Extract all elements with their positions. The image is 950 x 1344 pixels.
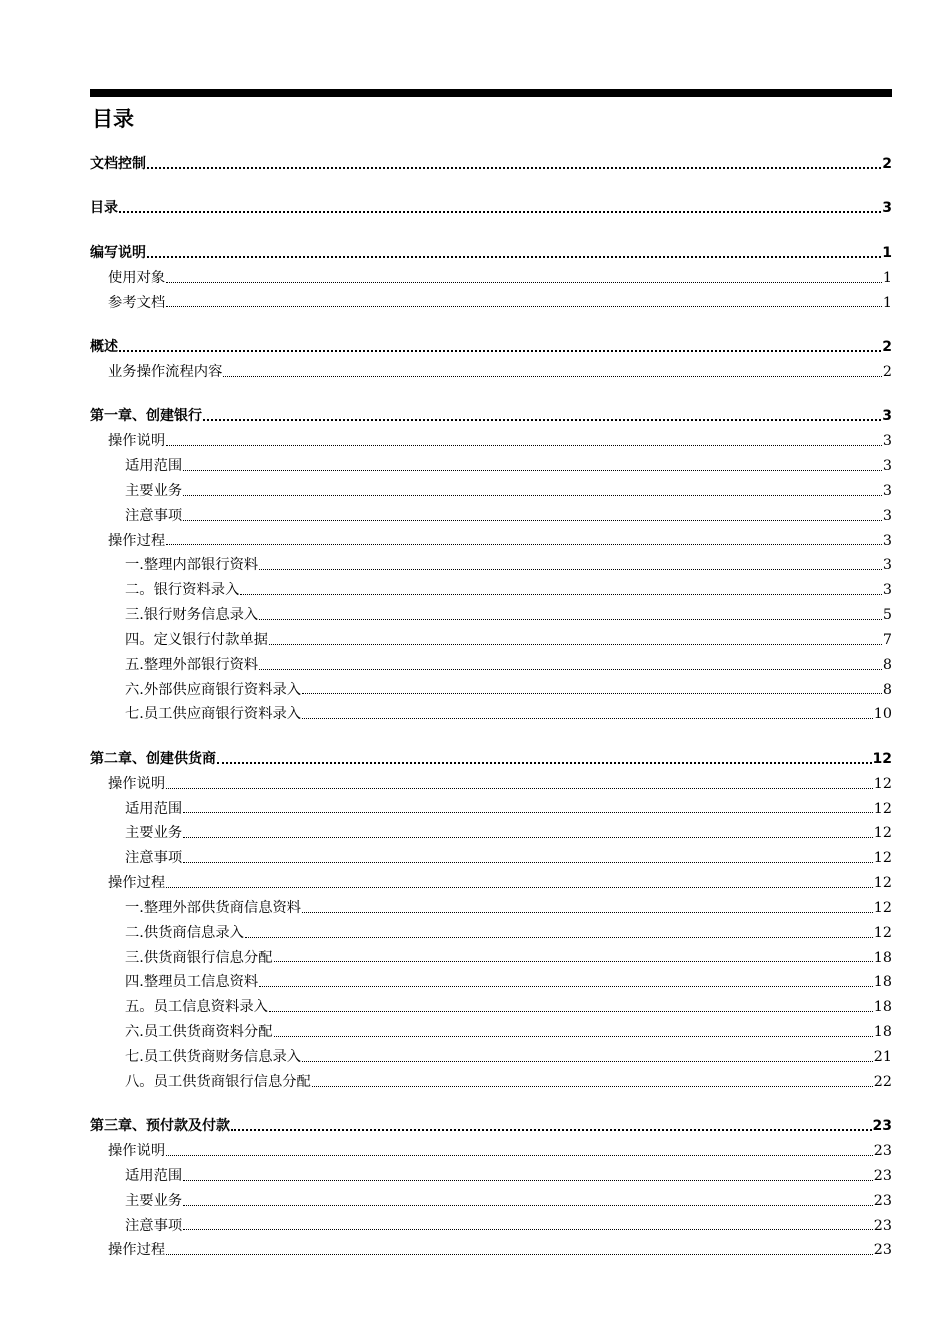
toc-leader-dots (166, 886, 873, 888)
section-spacer (90, 221, 892, 241)
toc-entry-title: 文档控制 (90, 156, 146, 172)
toc-entry-page: 12 (873, 899, 892, 916)
toc-entry-page: 18 (873, 999, 892, 1016)
toc-entry-page: 21 (873, 1048, 892, 1065)
toc-entry[interactable] (90, 1139, 892, 1164)
toc-entry-page: 2 (882, 339, 892, 355)
toc-entry-page: 23 (872, 1118, 892, 1135)
toc-entry-page: 18 (873, 949, 892, 966)
toc-entry[interactable] (90, 821, 892, 846)
section-spacer (90, 315, 892, 335)
toc-entry-page: 12 (873, 850, 892, 867)
toc-entry[interactable] (90, 196, 892, 221)
toc-entry-page: 12 (873, 825, 892, 842)
toc-entry[interactable] (90, 553, 892, 578)
toc-leader-dots (166, 1154, 873, 1156)
toc-leader-dots (312, 1085, 873, 1087)
toc-leader-dots (302, 692, 882, 694)
toc-entry-title: 四.整理员工信息资料 (125, 974, 259, 991)
toc-entry-page: 3 (882, 433, 892, 450)
toc-entry[interactable] (90, 1164, 892, 1189)
toc-entry[interactable] (90, 1189, 892, 1214)
toc-entry-page: 3 (882, 408, 892, 425)
section-spacer (90, 177, 892, 197)
toc-leader-dots (147, 166, 881, 169)
toc-entry-title: 主要业务 (125, 1192, 183, 1209)
toc-leader-dots (183, 469, 882, 471)
toc-entry-page: 18 (873, 974, 892, 991)
toc-entry-title: 主要业务 (125, 482, 183, 499)
toc-entry[interactable] (90, 291, 892, 316)
toc-entry-title: 适用范围 (125, 1167, 183, 1184)
toc-entry-page: 22 (873, 1073, 892, 1090)
toc-entry-page: 10 (873, 706, 892, 723)
toc-entry-page: 1 (882, 269, 892, 286)
toc-entry[interactable] (90, 404, 892, 429)
toc-entry[interactable] (90, 578, 892, 603)
toc-leader-dots (166, 787, 873, 789)
toc-entry[interactable] (90, 995, 892, 1020)
header-rule (90, 89, 892, 97)
toc-leader-dots (274, 960, 873, 962)
toc-entry[interactable] (90, 896, 892, 921)
toc-leader-dots (183, 811, 873, 813)
toc-entry[interactable] (90, 479, 892, 504)
toc-leader-dots (119, 210, 881, 213)
toc-entry[interactable] (90, 1045, 892, 1070)
toc-entry-title: 注意事项 (125, 850, 183, 867)
toc-entry[interactable] (90, 1070, 892, 1095)
toc-leader-dots (183, 1228, 873, 1230)
toc-entry-page: 3 (882, 200, 892, 217)
toc-entry-title: 六.员工供货商资料分配 (125, 1024, 273, 1041)
toc-entry[interactable] (90, 921, 892, 946)
toc-leader-dots (183, 519, 882, 521)
toc-leader-dots (203, 418, 881, 421)
toc-entry-title: 第一章、创建银行 (90, 408, 202, 425)
toc-entry-page: 3 (882, 507, 892, 524)
toc-entry[interactable] (90, 797, 892, 822)
toc-leader-dots (302, 1060, 873, 1062)
toc-entry[interactable] (90, 152, 892, 177)
toc-entry[interactable] (90, 360, 892, 385)
toc-entry-title: 八。员工供货商银行信息分配 (125, 1073, 311, 1090)
toc-entry[interactable] (90, 772, 892, 797)
toc-entry-page: 2 (882, 156, 892, 172)
toc-entry-page: 3 (882, 557, 892, 574)
toc-entry-title: 主要业务 (125, 825, 183, 842)
toc-leader-dots (245, 936, 873, 938)
toc-entry-page: 3 (882, 457, 892, 474)
toc-leader-dots (302, 911, 873, 913)
toc-entry-page: 3 (882, 482, 892, 499)
toc-entry-title: 使用对象 (108, 269, 166, 286)
section-spacer (90, 727, 892, 747)
toc-entry-title: 一.整理外部供货商信息资料 (125, 899, 302, 916)
toc-leader-dots (166, 281, 882, 283)
toc-entry[interactable] (90, 653, 892, 678)
section-spacer (90, 1095, 892, 1115)
toc-entry-page: 1 (882, 294, 892, 311)
toc-entry-title: 六.外部供应商银行资料录入 (125, 681, 302, 698)
page-title: 目录 (92, 107, 134, 131)
toc-entry-page: 5 (882, 607, 892, 624)
toc-leader-dots (269, 643, 882, 645)
toc-leader-dots (302, 717, 873, 719)
toc-entry-title: 操作说明 (108, 1143, 166, 1160)
toc-entry-title: 业务操作流程内容 (108, 363, 223, 380)
toc-leader-dots (259, 668, 882, 670)
toc-entry-title: 第二章、创建供货商 (90, 750, 216, 767)
toc-entry-page: 23 (873, 1192, 892, 1209)
toc-leader-dots (223, 375, 882, 377)
toc-entry-page: 23 (873, 1167, 892, 1184)
toc-entry-title: 注意事项 (125, 1217, 183, 1234)
toc-leader-dots (166, 543, 882, 545)
toc-entry-title: 概述 (90, 339, 118, 355)
toc-entry[interactable] (90, 1020, 892, 1045)
toc-entry-page: 7 (882, 631, 892, 648)
toc-leader-dots (259, 985, 873, 987)
toc-leader-dots (183, 1204, 873, 1206)
toc-entry-page: 1 (882, 244, 892, 261)
toc-entry-page: 23 (873, 1143, 892, 1160)
toc-entry-title: 二。银行资料录入 (125, 582, 240, 599)
toc-entry[interactable] (90, 1214, 892, 1239)
toc-leader-dots (217, 761, 872, 764)
toc-entry-page: 2 (882, 363, 892, 380)
toc-entry-title: 操作过程 (108, 875, 166, 892)
toc-entry-title: 操作说明 (108, 775, 166, 792)
toc-entry-page: 8 (882, 656, 892, 673)
toc-leader-dots (147, 255, 881, 258)
toc-leader-dots (183, 861, 873, 863)
toc-entry-page: 12 (873, 875, 892, 892)
toc-leader-dots (259, 568, 882, 570)
toc-entry[interactable] (90, 529, 892, 554)
toc-entry-page: 18 (873, 1024, 892, 1041)
toc-entry-title: 一.整理内部银行资料 (125, 557, 259, 574)
toc-leader-dots (259, 618, 882, 620)
toc-entry-page: 12 (873, 800, 892, 817)
toc-entry-page: 23 (873, 1217, 892, 1234)
toc-entry[interactable] (90, 504, 892, 529)
toc-entry[interactable] (90, 846, 892, 871)
table-of-contents (90, 152, 892, 1263)
toc-leader-dots (183, 836, 873, 838)
toc-entry-page: 23 (873, 1242, 892, 1259)
toc-entry[interactable] (90, 946, 892, 971)
toc-entry[interactable] (90, 628, 892, 653)
toc-entry-title: 编写说明 (90, 244, 146, 261)
toc-entry-title: 适用范围 (125, 457, 183, 474)
toc-entry-title: 七.员工供货商财务信息录入 (125, 1048, 302, 1065)
toc-entry-page: 8 (882, 681, 892, 698)
toc-entry-title: 五。员工信息资料录入 (125, 999, 268, 1016)
toc-entry-title: 参考文档 (108, 294, 166, 311)
toc-entry-title: 目录 (90, 200, 118, 217)
toc-entry[interactable] (90, 603, 892, 628)
toc-entry-title: 第三章、预付款及付款 (90, 1118, 230, 1135)
toc-entry-title: 三.供货商银行信息分配 (125, 949, 273, 966)
toc-entry-title: 三.银行财务信息录入 (125, 607, 259, 624)
toc-entry-page: 12 (873, 924, 892, 941)
section-spacer (90, 385, 892, 405)
toc-entry-title: 四。定义银行付款单据 (125, 631, 268, 648)
toc-entry[interactable] (90, 871, 892, 896)
toc-entry-title: 五.整理外部银行资料 (125, 656, 259, 673)
toc-entry-title: 操作过程 (108, 532, 166, 549)
toc-entry[interactable] (90, 1114, 892, 1139)
toc-leader-dots (166, 1253, 873, 1255)
toc-entry[interactable] (90, 454, 892, 479)
toc-leader-dots (183, 1179, 873, 1181)
toc-entry-title: 二.供货商信息录入 (125, 924, 244, 941)
toc-leader-dots (274, 1035, 873, 1037)
toc-leader-dots (166, 444, 882, 446)
toc-entry[interactable] (90, 429, 892, 454)
toc-entry-page: 12 (873, 775, 892, 792)
toc-entry-title: 七.员工供应商银行资料录入 (125, 706, 302, 723)
toc-leader-dots (269, 1010, 873, 1012)
toc-entry[interactable] (90, 747, 892, 772)
toc-entry-title: 操作过程 (108, 1242, 166, 1259)
toc-entry[interactable] (90, 266, 892, 291)
toc-entry[interactable] (90, 241, 892, 266)
toc-leader-dots (166, 305, 882, 307)
toc-leader-dots (240, 593, 882, 595)
toc-entry-title: 操作说明 (108, 433, 166, 450)
toc-entry[interactable] (90, 335, 892, 360)
toc-entry[interactable] (90, 970, 892, 995)
toc-entry-page: 3 (882, 532, 892, 549)
toc-leader-dots (183, 494, 882, 496)
toc-entry[interactable] (90, 1238, 892, 1263)
toc-entry-page: 12 (872, 750, 892, 767)
toc-entry-title: 注意事项 (125, 507, 183, 524)
toc-entry[interactable] (90, 702, 892, 727)
toc-leader-dots (119, 349, 881, 352)
toc-entry[interactable] (90, 678, 892, 703)
toc-entry-page: 3 (882, 582, 892, 599)
toc-entry-title: 适用范围 (125, 800, 183, 817)
toc-leader-dots (231, 1128, 872, 1131)
